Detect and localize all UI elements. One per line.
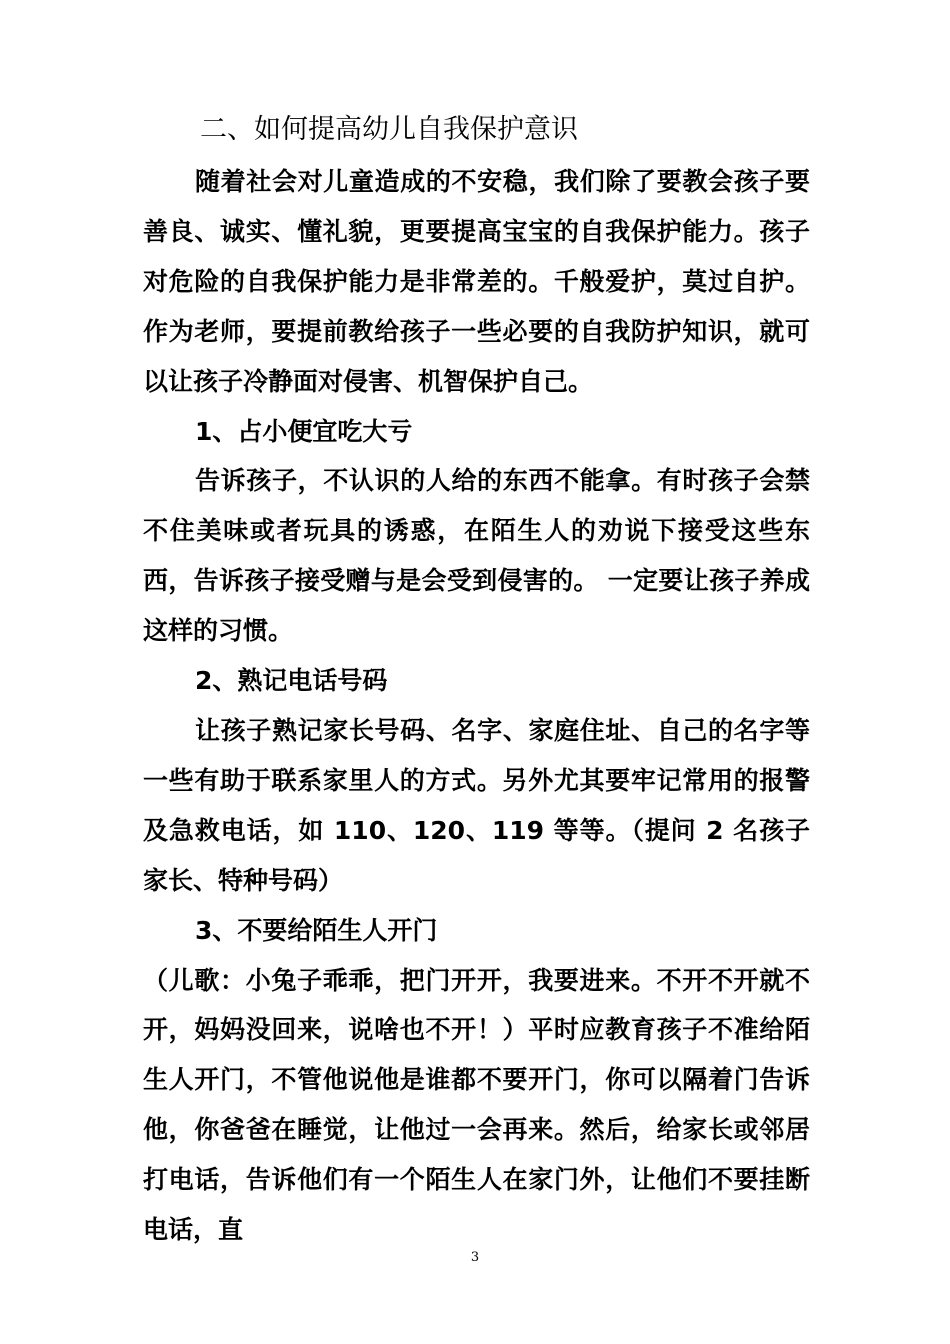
paragraph-1: 告诉孩子，不认识的人给的东西不能拿。有时孩子会禁不住美味或者玩具的诱惑，在陌生人的劝说下接受这些东西，告诉孩子接受赠与是会受到侵害的。 一定要让孩子养成这样的习惯。 bbox=[143, 466, 810, 646]
paragraph-2: 让孩子熟记家长号码、名字、家庭住址、自己的名字等一些有助于联系家里人的方式。另外尤其要牢记常用的报警及急救电话，如 110、120、119 等等。（提问 2 名孩子家长、特种号码） bbox=[143, 715, 810, 895]
subheading-3: 3、不要给陌生人开门 bbox=[195, 915, 438, 945]
subheading-1: 1、占小便宜吃大亏 bbox=[195, 416, 413, 446]
page-number: 3 bbox=[470, 1250, 480, 1265]
paragraph-3: （儿歌：小兔子乖乖，把门开开，我要进来。不开不开就不开，妈妈没回来，说啥也不开！）平时应教育孩子不准给陌生人开门，不管他说他是谁都不要开门，你可以隔着门告诉他，你爸爸在睡觉，让他过一会再来。然后，给家长或邻居打电话，告诉他们有一个陌生人在家门外，让他们不要挂断电话，直 bbox=[143, 965, 810, 1245]
section-heading: 二、如何提高幼儿自我保护意识 bbox=[200, 114, 578, 145]
body-text bbox=[143, 157, 810, 1255]
intro-paragraph: 随着社会对儿童造成的不安稳，我们除了要教会孩子要善良、诚实、懂礼貌，更要提高宝宝的自我保护能力。孩子对危险的自我保护能力是非常差的。千般爱护，莫过自护。作为老师，要提前教给孩子一些必要的自我防护知识，就可以让孩子冷静面对侵害、机智保护自己。 bbox=[143, 167, 810, 396]
subheading-2: 2、熟记电话号码 bbox=[195, 666, 388, 696]
